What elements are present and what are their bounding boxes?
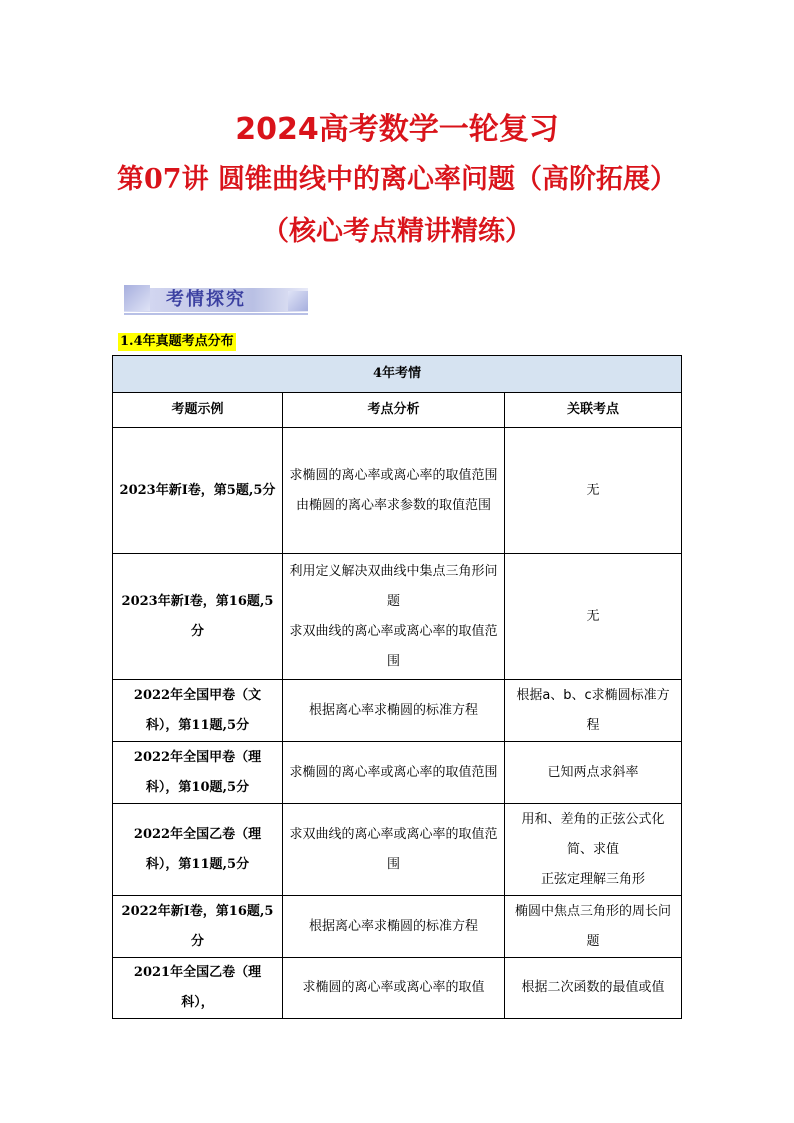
related-point-cell: 根据a、b、c求椭圆标准方程 [505,680,682,742]
exam-analysis-cell: 求椭圆的离心率或离心率的取值范围 由椭圆的离心率求参数的取值范围 [283,428,505,554]
exam-example-cell: 2022年全国乙卷（理科），第11题,5分 [113,804,283,896]
banner-label: 考情探究 [166,289,246,310]
banner-underline [124,313,308,315]
column-header: 关联考点 [505,393,682,428]
exam-example-cell: 2023年新I卷，第16题,5分 [113,554,283,680]
exam-analysis-cell: 求双曲线的离心率或离心率的取值范围 [283,804,505,896]
section-banner [124,285,308,317]
table-row [113,428,682,554]
column-header: 考点分析 [283,393,505,428]
related-point-cell: 无 [505,428,682,554]
banner-square-icon [288,291,308,311]
section-heading: 1.4年真题考点分布 [120,334,234,349]
table-row [113,680,682,742]
table-header-row [113,393,682,428]
table-row [113,896,682,958]
related-point-cell: 无 [505,554,682,680]
table-row [113,742,682,804]
table-row [113,958,682,1019]
exam-example-cell: 2021年全国乙卷（理科）， [113,958,283,1019]
lecture-subtitle: （核心考点精讲精练） [262,216,532,247]
banner-square-icon [124,285,150,311]
column-header: 考题示例 [113,393,283,428]
exam-example-cell: 2022年全国甲卷（文科），第11题,5分 [113,680,283,742]
exam-example-cell: 2022年全国甲卷（理科），第10题,5分 [113,742,283,804]
related-point-cell: 椭圆中焦点三角形的周长问题 [505,896,682,958]
exam-example-cell: 2022年新I卷，第16题,5分 [113,896,283,958]
exam-analysis-cell: 求椭圆的离心率或离心率的取值 [283,958,505,1019]
lecture-title: 第07讲 圆锥曲线中的离心率问题（高阶拓展） [117,164,677,195]
document-title: 2024高考数学一轮复习 [235,112,559,147]
table-caption-row [113,356,682,393]
table-row [113,804,682,896]
exam-analysis-cell: 根据离心率求椭圆的标准方程 [283,680,505,742]
exam-analysis-cell: 根据离心率求椭圆的标准方程 [283,896,505,958]
related-point-cell: 已知两点求斜率 [505,742,682,804]
table-row [113,554,682,680]
table-caption: 4年考情 [113,356,682,393]
exam-example-cell: 2023年新I卷，第5题,5分 [113,428,283,554]
exam-analysis-cell: 求椭圆的离心率或离心率的取值范围 [283,742,505,804]
related-point-cell: 用和、差角的正弦公式化简、求值 正弦定理解三角形 [505,804,682,896]
exam-analysis-cell: 利用定义解决双曲线中集点三角形问题 求双曲线的离心率或离心率的取值范围 [283,554,505,680]
exam-distribution-table [112,355,682,1019]
related-point-cell: 根据二次函数的最值或值 [505,958,682,1019]
